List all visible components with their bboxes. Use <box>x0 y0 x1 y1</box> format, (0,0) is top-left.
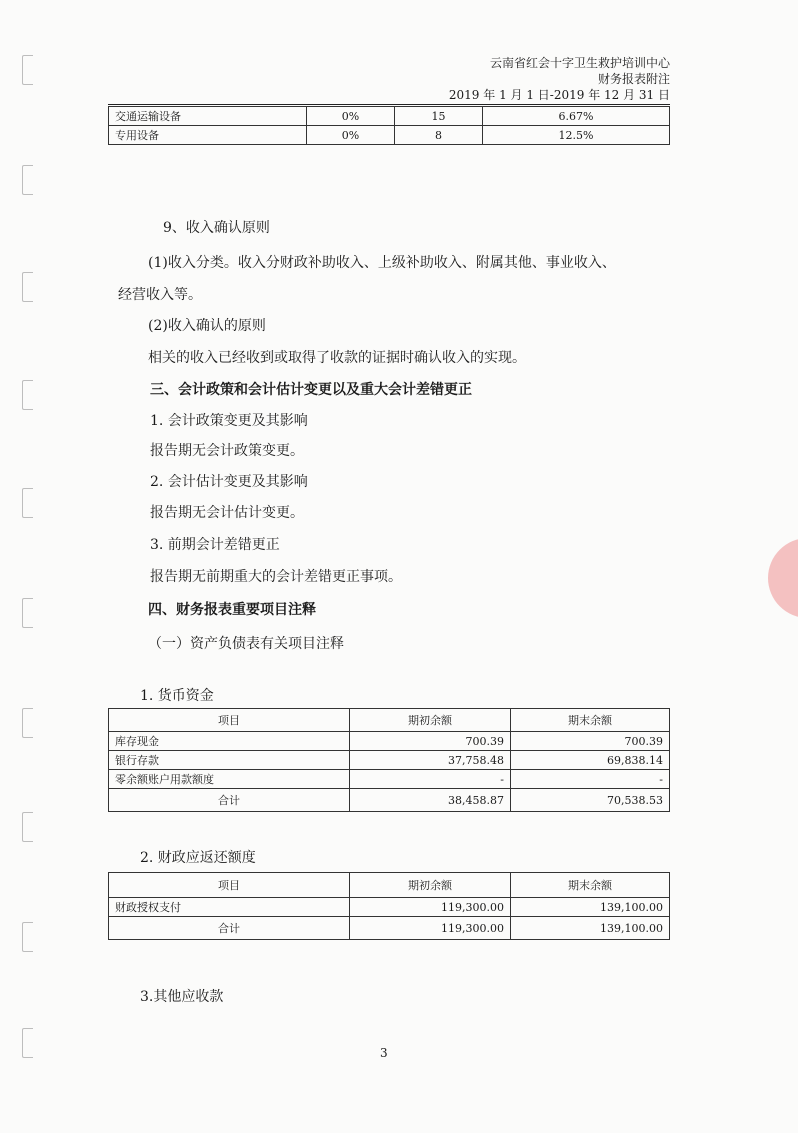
cell: 0% <box>307 107 395 126</box>
cell: 合计 <box>109 789 350 812</box>
section-4-title: 四、财务报表重要项目注释 <box>148 602 316 618</box>
cell: - <box>511 770 670 789</box>
punch-hole-mark <box>22 165 33 195</box>
header-org: 云南省红会十字卫生救护培训中心 <box>489 56 670 70</box>
paragraph: 报告期无前期重大的会计差错更正事项。 <box>150 569 402 585</box>
punch-hole-mark <box>22 598 33 628</box>
subsection-title: （一）资产负债表有关项目注释 <box>148 636 344 652</box>
cell: 交通运输设备 <box>109 107 307 126</box>
cell: 15 <box>395 107 483 126</box>
subsection-title: 3. 前期会计差错更正 <box>150 537 280 553</box>
punch-hole-mark <box>22 812 33 842</box>
column-header: 项目 <box>109 709 350 732</box>
column-header: 期末余额 <box>511 709 670 732</box>
cash-table <box>108 708 670 812</box>
header-rule <box>108 104 670 105</box>
cell: 70,538.53 <box>511 789 670 812</box>
punch-hole-mark <box>22 272 33 302</box>
table-row <box>109 107 670 126</box>
cell: 12.5% <box>483 126 670 145</box>
paragraph: 报告期无会计政策变更。 <box>150 443 304 459</box>
table-total-row <box>109 789 670 812</box>
subsection-title: 1. 会计政策变更及其影响 <box>150 413 308 429</box>
fiscal-table-title: 2. 财政应返还额度 <box>140 850 256 866</box>
table-row <box>109 898 670 917</box>
table-row <box>109 770 670 789</box>
cell: 37,758.48 <box>350 751 511 770</box>
cell: 0% <box>307 126 395 145</box>
cell: 合计 <box>109 917 350 940</box>
paragraph: 相关的收入已经收到或取得了收款的证据时确认收入的实现。 <box>148 350 526 366</box>
other-receivables-title: 3.其他应收款 <box>140 989 224 1005</box>
punch-hole-mark <box>22 708 33 738</box>
depreciation-table <box>108 106 670 145</box>
cell: 库存现金 <box>109 732 350 751</box>
punch-hole-mark <box>22 922 33 952</box>
cell: 139,100.00 <box>511 917 670 940</box>
fiscal-table <box>108 872 670 940</box>
table-header-row <box>109 873 670 898</box>
cell: 38,458.87 <box>350 789 511 812</box>
cell: 财政授权支付 <box>109 898 350 917</box>
cell: 银行存款 <box>109 751 350 770</box>
cell: 139,100.00 <box>511 898 670 917</box>
table-row <box>109 126 670 145</box>
cell: 119,300.00 <box>350 917 511 940</box>
column-header: 期初余额 <box>350 873 511 898</box>
cell: 6.67% <box>483 107 670 126</box>
cell: 119,300.00 <box>350 898 511 917</box>
header-doc-title: 财务报表附注 <box>597 72 670 86</box>
seal-stamp <box>768 538 798 618</box>
column-header: 期初余额 <box>350 709 511 732</box>
punch-hole-mark <box>22 380 33 410</box>
section-3-title: 三、会计政策和会计估计变更以及重大会计差错更正 <box>150 382 472 398</box>
cell: 8 <box>395 126 483 145</box>
column-header: 期末余额 <box>511 873 670 898</box>
punch-hole-mark <box>22 55 33 85</box>
table-row <box>109 732 670 751</box>
cell: 700.39 <box>511 732 670 751</box>
cell: 专用设备 <box>109 126 307 145</box>
table-header-row <box>109 709 670 732</box>
cell: 零余额账户用款额度 <box>109 770 350 789</box>
paragraph-title: (2)收入确认的原则 <box>148 318 266 334</box>
cell: 700.39 <box>350 732 511 751</box>
section-9-title: 9、收入确认原则 <box>163 220 270 236</box>
paragraph: 报告期无会计估计变更。 <box>150 505 304 521</box>
punch-hole-mark <box>22 488 33 518</box>
paragraph: (1)收入分类。收入分财政补助收入、上级补助收入、附属其他、事业收入、 <box>148 255 616 271</box>
punch-hole-mark <box>22 1028 33 1058</box>
subsection-title: 2. 会计估计变更及其影响 <box>150 474 308 490</box>
cell: 69,838.14 <box>511 751 670 770</box>
header-period: 2019 年 1 月 1 日-2019 年 12 月 31 日 <box>448 88 670 102</box>
table-row <box>109 751 670 770</box>
table-total-row <box>109 917 670 940</box>
cell: - <box>350 770 511 789</box>
page-number: 3 <box>380 1046 388 1060</box>
cash-table-title: 1. 货币资金 <box>140 688 214 704</box>
column-header: 项目 <box>109 873 350 898</box>
paragraph: 经营收入等。 <box>118 287 202 303</box>
